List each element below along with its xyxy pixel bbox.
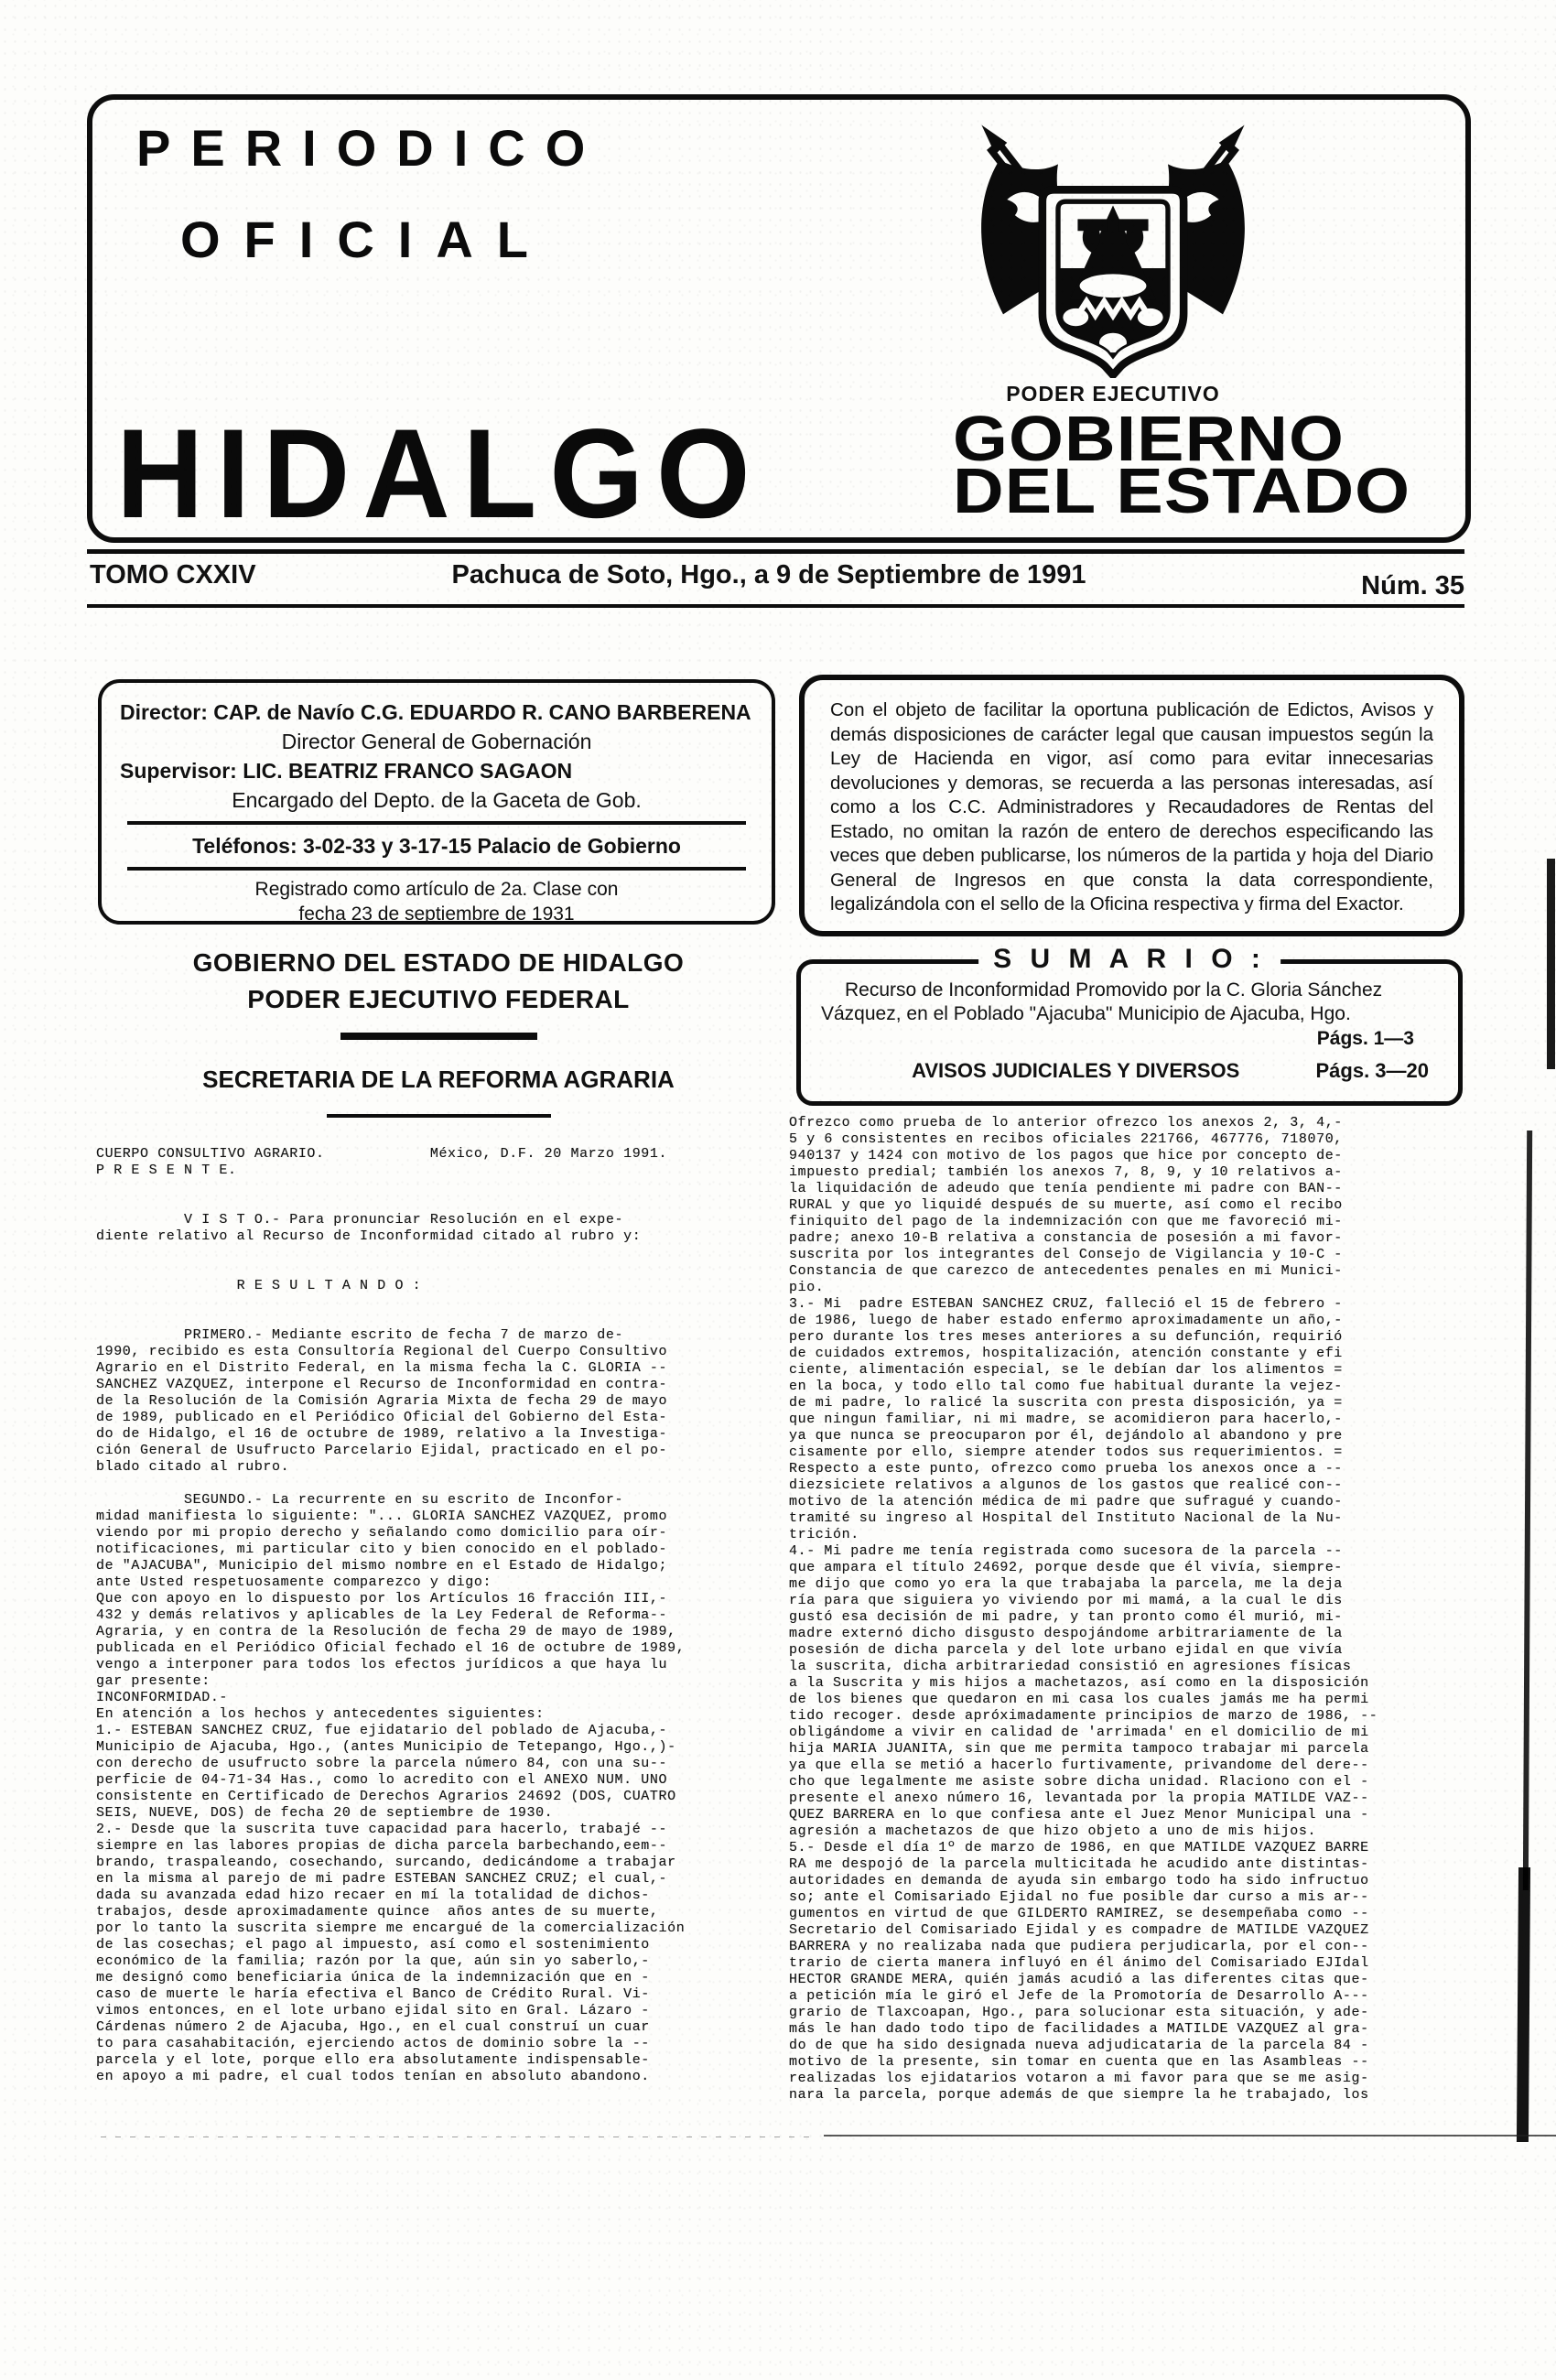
brand-wordmark-hidalgo: HIDALGO bbox=[116, 403, 763, 545]
scan-artifact-bottom-rule bbox=[824, 2135, 1556, 2137]
registration-line2: fecha 23 de septiembre de 1931 bbox=[298, 903, 575, 925]
body-left-column: CUERPO CONSULTIVO AGRARIO. México, D.F. 20 Marzo 1991. P R E S E N T E. V I S T O.- Para pronunciar Resolución en el expe- diente relativo al Recurso de Inconformidad citado al rubro y: R E S U L T A N D O : PRIMERO.- Mediante escrito de fecha 7 de marzo de- 1990, recibido es esta Consultoría Regional del Cuerpo Consultivo Agrario en el Distrito Federal, en la misma fecha la C. GLORIA -- SANCHEZ VAZQUEZ, interpone el Recurso de Inconformidad en contra- de la Resolución de la Comisión Agraria Mixta de fecha 29 de mayo de 1989, publicado en el Periódico Oficial del Gobierno del Esta- do de Hidalgo, el 16 de octubre de 1989, relativo a la Investiga- ción General de Usufructo Parcelario Ejidal, practicado en el po- blado citado al rubro. SEGUNDO.- La recurrente en su escrito de Inconfor- midad manifiesta lo siguiente: "... GLORIA SANCHEZ VAZQUEZ, promo viendo por mi propio derecho y señalando como domicilio para oír- notificaciones, mi particular cito y bien conocido en el poblado- de "AJACUBA", Municipio del mismo nombre en el Estado de Hidalgo; ante Usted respetuosamente comparezco y digo: Que con apoyo en lo dispuesto por los Artículos 16 fracción III,- 432 y demás relativos y aplicables de la Ley Federal de Reforma-- Agraria, y en contra de la Resolución de fecha 29 de mayo de 1989, publicada en el Periódico Oficial fechado el 16 de octubre de 1989, vengo a interponer para todos los efectos jurídicos a que haya lu gar presente: INCONFORMIDAD.- En atención a los hechos y antecedentes siguientes: 1.- ESTEBAN SANCHEZ CRUZ, fue ejidatario del poblado de Ajacuba,- Municipio de Ajacuba, Hgo., (antes Municipio de Tetepango, Hgo.,)- con derecho de usufructo sobre la parcela número 84, con una su-- perficie de 04-71-34 Has., como lo acredito con el ANEXO NUM. UNO consistente en Certificado de Derechos Agrarios 24692 (DOS, CUATRO SEIS, NUEVE, DOS) de fecha 20 de septiembre de 1930. 2.- Desde que la suscrita tuve capacidad para hacerlo, trabajé -- siempre en las labores propias de dicha parcela barbechando,eem-- brando, traspaleando, cosechando, surcando, dedicándome a trabajar en la misma al parejo de mi padre ESTEBAN SANCHEZ CRUZ; el cual,- dada su avanzada edad hizo recaer en mí la totalidad de dichos- trabajos, desde aproximadamente quince años antes de su muerte, por lo tanto la suscrita siempre me encargué de la comercialización de las cosechas; el pago al impuesto, así como el sostenimiento económico de la familia; razón por la que, aún sin yo saberlo,- me designó como beneficiaria única de la indemnización que en - caso de muerte le haría efectiva el Banco de Crédito Rural. Vi- vimos entonces, en el lote urbano ejidal sito en Gral. Lázaro - Cárdenas número 2 de Ajacuba, Hgo., en el cual construí un cuar to para casahabitación, ejerciendo actos de dominio sobre la -- parcela y el lote, porque ello era absolutamente indispensable- en apoyo a mi padre, el cual todos tenían en absoluto abandono. bbox=[96, 1146, 686, 2084]
department-heading-rule bbox=[327, 1114, 551, 1118]
legal-notice-text: Con el objeto de facilitar la oportuna publicación de Edictos, Avisos y demás disposiciones de carácter legal que causan impuestos según la Ley de Hacienda en vigor, así como para evitar innecesarias devoluciones y demoras, se recuerda a las personas interesadas, así como a los C.C. Administradores y Recaudadores de Rentas del Estado, no omitan la razón de entero de derechos especificando las veces que deben publicarse, los números de la partida y hoja del Diario General de Ingresos en que consta la data correspondiente, legalizándola con el sello de la Oficina respectiva y firma del Exactor. bbox=[830, 699, 1433, 914]
section-heading-rule bbox=[340, 1033, 537, 1040]
emblem-caption: PODER EJECUTIVO bbox=[1006, 382, 1220, 406]
scan-artifact-edge-bar bbox=[1517, 1867, 1530, 2142]
masthead-box bbox=[87, 94, 1471, 543]
department-heading: SECRETARIA DE LA REFORMA AGRARIA bbox=[202, 1066, 675, 1093]
issue-number: Núm. 35 bbox=[1361, 571, 1464, 600]
director-box-divider-1 bbox=[127, 821, 746, 825]
sumario-box bbox=[796, 944, 1463, 1106]
director-title: Director General de Gobernación bbox=[281, 730, 592, 753]
sumario-entry-text: Recurso de Inconformidad Promovido por la C. Gloria Sánchez Vázquez, en el Poblado "Ajacuba" Municipio de Ajacuba, Hgo. bbox=[821, 979, 1383, 1024]
place-date-text: Pachuca de Soto, Hgo., a 9 de Septiembre de 1991 bbox=[451, 560, 1086, 590]
gazette-title-line2: OFICIAL bbox=[180, 211, 552, 268]
sumario-avisos-label: AVISOS JUDICIALES Y DIVERSOS bbox=[912, 1059, 1240, 1082]
tomo-label: TOMO CXXIV bbox=[90, 560, 256, 590]
body-right-column: Ofrezco como prueba de lo anterior ofrezco los anexos 2, 3, 4,- 5 y 6 consistentes en recibos oficiales 221766, 467776, 718070, 940137 y 1424 con motivo de los pagos que hice por concepto de- impuesto predial; también los anexos 7, 8, 9, y 10 relativos a- la liquidación de adeudo que tenía pendiente mi padre con BAN-- RURAL y que yo liquidé después de su muerte, así como el recibo finiquito del pago de la indemnización con que me favoreció mi- padre; anexo 10-B relativa a constancia de posesión a mi favor- suscrita por los integrantes del Consejo de Vigilancia y 10-C - Constancia de que carezco de antecedentes penales en mi Munici- pio. 3.- Mi padre ESTEBAN SANCHEZ CRUZ, falleció el 15 de febrero - de 1986, luego de haber estado enfermo aproximadamente un año,- pero durante los tres meses anteriores a su defunción, requirió de cuidados extremos, hospitalización, atención constante y efi ciente, alimentación especial, se le debían dar los alimentos = en la boca, y todo ello tal como fue habitual durante la vejez- de mi padre, lo ralicé la suscrita con presta disposición, ya = que ningun familiar, ni mi madre, se acomidieron para hacerlo,- ya que nunca se preocuparon por él, dejándolo al abandono y pre cisamente por ello, siempre atender todos sus requerimientos. = Respecto a este punto, ofrezco como prueba los anexos once a -- diezsiciete relativos a algunos de los gastos que realicé con-- motivo de la atención médica de mi padre que sufragué y cuando- tramité su ingreso al Hospital del Instituto Nacional de la Nu- trición. 4.- Mi padre me tenía registrada como sucesora de la parcela -- que ampara el título 24692, porque desde que él vivía, siempre- me dijo que como yo era la que trabajaba la parcela, me la deja ría para que siguiera yo viviendo por mi mamá, a la cual le dis gustó esa decisión de mi padre, y tan pronto como él murió, mi- madre externó dicho disgusto despojándome arbitrariamente de la posesión de dicha parcela y del lote urbano ejidal en que vivía la suscrita, dicha arbitrariedad consistió en agresiones físicas a la Suscrita y mis hijos a machetazos, así como en la disposición de los bienes que quedaron en mi casa los cuales jamás me ha permi tido recoger. desde apróximadamente principios de marzo de 1986, -- obligándome a vivir en calidad de 'arrimada' en el domicilio de mi hija MARIA JUANITA, sin que me permita tampoco trabajar mi parcela ya que ella se metió a hacerlo furtivamente, privandome del dere-- cho que legalmente me asiste sobre dicha unidad. Rlaciono con el - presente el anexo número 16, levantada por la propia MATILDE VAZ-- QUEZ BARRERA en lo que confiesa ante el Juez Menor Municipal una - agresión a machetazos de que hizo objeto a uno de mis hijos. 5.- Desde el día 1º de marzo de 1986, en que MATILDE VAZQUEZ BARRE RA me despojó de la parcela multicitada he acudido ante distintas- autoridades en demanda de ayuda sin embargo todo ha sido infructuo so; ante el Comisariado Ejidal no fue posible dar curso a mis ar-- gumentos en virtud de que GILDERTO RAMIREZ, se desempeñaba como -- Secretario del Comisariado Ejidal y es compadre de MATILDE VAZQUEZ BARRERA y no realizaba nada que pudiera perjudicarla, por el con-- trario de cierta manera influyó en él ánimo del Comisariado EJIdal HECTOR GRANDE MERA, quién jamás acudió a las diferentes citas que- a petición mía le giró el Jefe de la Promotoría de Desarrollo A--- grario de Tlaxcoapan, Hgo., para solucionar esta situación, y ade- más le han dado todo tipo de facilidades a MATILDE VAZQUEZ al gra- do de que ha sido designada nueva adjudicataria de la parcela 84 - motivo de la presente, sin tomar en cuenta que en las Asambleas -- realizadas los ejidatarios votaron a mi favor para que se me asig- nara la parcela, porque además de que siempre la he trabajado, los bbox=[789, 1115, 1378, 2103]
dateline-rule-top bbox=[87, 549, 1464, 554]
sumario-avisos-pages: Págs. 3—20 bbox=[1315, 1059, 1429, 1082]
director-line: Director: CAP. de Navío C.G. EDUARDO R. CANO BARBERENA bbox=[120, 700, 751, 724]
phones-line: Teléfonos: 3-02-33 y 3-17-15 Palacio de Gobierno bbox=[192, 834, 681, 858]
section-heading-line1: GOBIERNO DEL ESTADO DE HIDALGO bbox=[192, 948, 685, 977]
director-info-box bbox=[98, 679, 775, 925]
state-coat-of-arms-icon bbox=[953, 103, 1273, 378]
government-wordmark-line1: GOBIERNO bbox=[953, 403, 1345, 474]
government-wordmark bbox=[953, 403, 1411, 526]
sumario-title: S U M A R I O : bbox=[978, 944, 1280, 975]
section-heading-line2: PODER EJECUTIVO FEDERAL bbox=[247, 985, 630, 1013]
director-box-divider-2 bbox=[127, 867, 746, 871]
dateline-rule-bottom bbox=[87, 604, 1464, 608]
sumario-entry-pages: Págs. 1—3 bbox=[1316, 1028, 1414, 1049]
legal-notice-box bbox=[799, 675, 1464, 936]
gazette-title-line1: PERIODICO bbox=[136, 119, 606, 177]
scan-artifact-edge-line bbox=[1523, 1130, 1532, 1890]
section-heading-block bbox=[96, 945, 781, 1118]
scan-artifact-margin-streak bbox=[1547, 859, 1555, 1069]
supervisor-title: Encargado del Depto. de la Gaceta de Gob. bbox=[232, 788, 642, 812]
registration-line1: Registrado como artículo de 2a. Clase con bbox=[254, 879, 619, 900]
supervisor-line: Supervisor: LIC. BEATRIZ FRANCO SAGAON bbox=[120, 759, 573, 783]
government-wordmark-line2: DEL ESTADO bbox=[953, 455, 1411, 526]
